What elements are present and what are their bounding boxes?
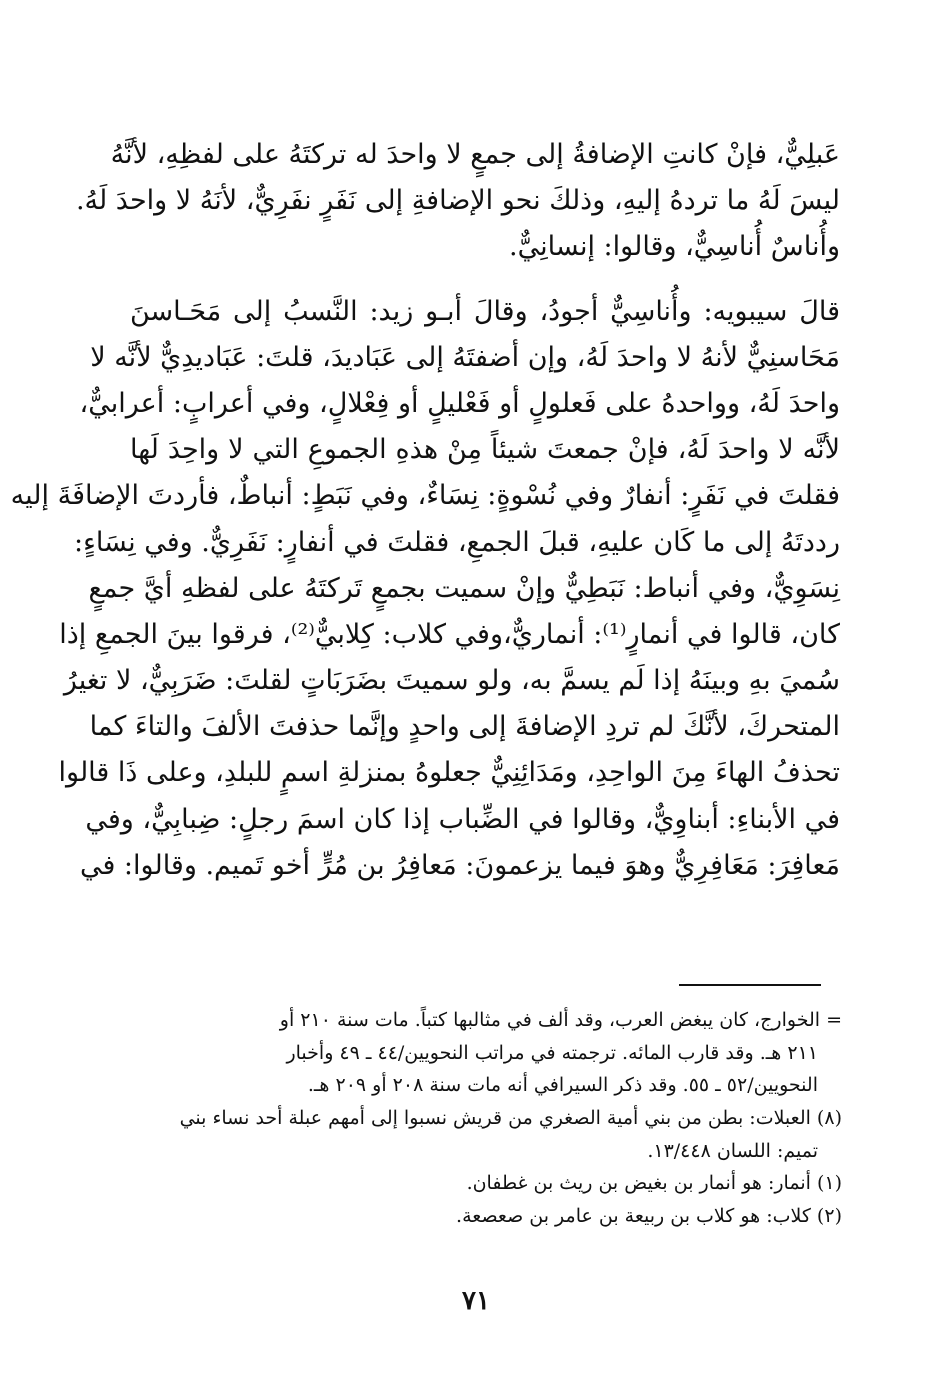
footnotes: [130, 1004, 842, 1233]
text-line: كان، قالوا في أنمارٍ⁽¹⁾: أنماريٌّ،وفي كلاب: كِلابيٌّ⁽²⁾، فرقوا بينَ الجمعِ إذا: [59, 618, 840, 650]
text-line: سُميَ بهِ وبينَهُ إذا لَم يسمَّ به، ولو سميتَ بضَرَبَاتٍ لقلتَ: ضَرَبِيٌّ، لا تغيرُ: [63, 665, 840, 697]
page-number: ٧١: [462, 1286, 490, 1316]
footnote-line: ٢١١ هـ. وقد قارب المائه. ترجمته في مراتب النحويين/٤٤ ـ ٤٩ وأخبار: [286, 1041, 818, 1064]
footnote-line: (٢) كلاب: هو كلاب بن ربيعة بن عامر بن صعصعة.: [456, 1205, 842, 1228]
text-line: مَعافِرَ: مَعَافِرِيٌّ وهوَ فيما يزعمونَ: مَعافِرُ بن مُرٍّ أخو تَميم. وقالوا: في: [79, 849, 840, 881]
text-line: قالَ سيبويه: وأُناسِيٌّ أجودُ، وقالَ أبـو زيد: النَّسبُ إلى مَحَـاسنَ: [130, 295, 840, 327]
text-line: عَبلِيٌّ، فإنْ كانتِ الإضافةُ إلى جمعٍ لا واحدَ له تركتَهُ على لفظِهِ، لأنَّهُ: [110, 139, 840, 170]
text-line: نِسَوِيٌّ، وفي أنباط: نَبَطِيٌّ وإنْ سميت بجمعٍ تَركتَهُ على لفظهِ أيَّ جمعٍ: [88, 572, 840, 604]
text-line: وأُناسٌ أُناسِيٌّ، وقالوا: إنسانِيٌّ.: [509, 231, 840, 263]
footnote-line: = الخوارج، كان يبغض العرب، وقد ألف في مثالبها كتباً. مات سنة ٢١٠ أو: [279, 1009, 842, 1031]
footnote-line: النحويين/٥٢ ـ ٥٥. وقد ذكر السيرافي أنه مات سنة ٢٠٨ أو ٢٠٩ هـ.: [307, 1074, 818, 1097]
text-line: المتحركَ، لأنَّكَ لم تردِ الإضافةَ إلى واحدٍ وإنَّما حذفتَ الألفَ والتاءَ كما: [89, 711, 840, 743]
text-line: واحدَ لَهُ، وواحدهُ على فَعلولٍ أو فَعْليلٍ أو فِعْلالٍ، وفي أعرابٍ: أعرابيٌّ،: [79, 387, 840, 419]
paragraph-gap: [130, 271, 840, 289]
main-text: [10, 132, 840, 889]
text-line: مَحَاسنِيٌّ لأنهُ لا واحدَ لَهُ، وإن أضفتَهُ إلى عَبَاديدَ، قلتَ: عَبَاديدِيٌّ لأنَّه لا: [90, 341, 840, 373]
text-line: رددتَهُ إلى ما كَان عليهِ، قبلَ الجمعِ، فقلتَ في أنفارٍ: نَفَرِيٌّ. وفي نِسَاءٍ:: [74, 526, 840, 558]
footnote-line: (٨) العبلات: بطن من بني أمية الصغري من قريش نسبوا إلى أمهم عبلة أحد نساء بني: [179, 1107, 842, 1130]
text-line: في الأبناءِ: أبناوِيٌّ، وقالوا في الضِّباب إذا كان اسمَ رجلٍ: ضِبابِيٌّ، وفي: [85, 803, 840, 835]
text-line: فقلتَ في نَفَرٍ: أنفارٌ وفي نُسْوةٍ: نِسَاءٌ، وفي نَبَطٍ: أنباطٌ، فأردتَ الإضافَةَ إليه: [10, 480, 840, 512]
footnote-line: (١) أنمار: هو أنمار بن بغيض بن ريث بن غطفان.: [466, 1172, 842, 1195]
text-line: لأنَّه لا واحدَ لَهُ، فإنْ جمعتَ شيئاً مِنْ هذهِ الجموعِ التي لا واحِدَ لَها: [130, 434, 840, 466]
text-line: ليسَ لَهُ ما تردهُ إليهِ، وذلكَ نحو الإضافةِ إلى نَفَرٍ نفَرِيٌّ، لأنَهُ لا واحدَ لَهُ.: [75, 185, 840, 217]
footnote-line: تميم: اللسان ١٣/٤٤٨.: [647, 1139, 818, 1162]
footnote-separator: [679, 984, 821, 986]
text-line: تحذفُ الهاءَ مِنَ الواحِدِ، ومَدَائِنِيٌّ جعلوهُ بمنزلةِ اسمٍ للبلدِ، وعلى ذَا قالوا: [58, 757, 840, 789]
